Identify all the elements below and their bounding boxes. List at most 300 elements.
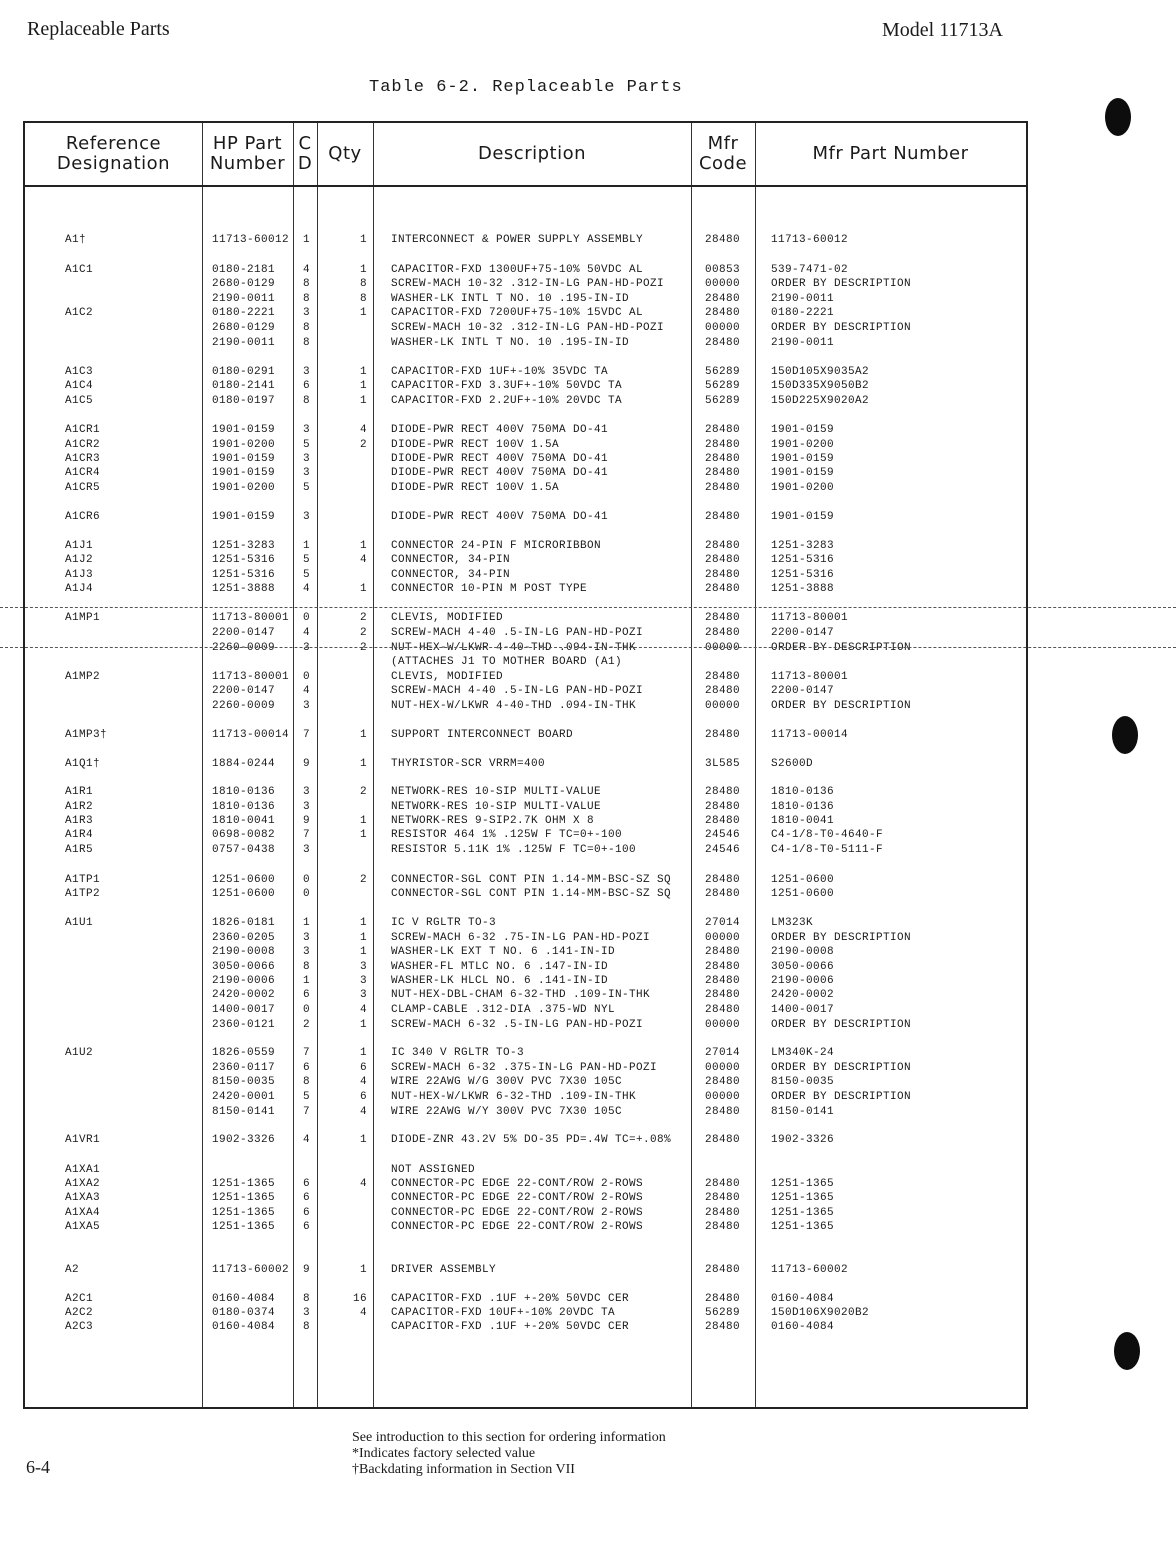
cell-mfr: 28480: [705, 467, 741, 479]
cell-mfr: 28480: [705, 293, 741, 305]
cell-desc: RESISTOR 464 1% .125W F TC=0+-100: [391, 829, 623, 841]
cell-hp: 1251-1365: [212, 1192, 276, 1204]
cell-cd: 0: [303, 874, 311, 886]
cell-cd: 3: [303, 467, 311, 479]
cell-desc: (ATTACHES J1 TO MOTHER BOARD (A1): [391, 656, 623, 668]
cell-qty: 2: [359, 612, 367, 624]
cell-desc: NOT ASSIGNED: [391, 1164, 476, 1176]
cell-mfr: 28480: [705, 1264, 741, 1276]
cell-mfr: 28480: [705, 946, 741, 958]
cell-mfr: 56289: [705, 1307, 741, 1319]
cell-qty: 1: [359, 1264, 367, 1276]
cell-hp: 2680-0129: [212, 322, 276, 334]
cell-cd: 9: [303, 815, 311, 827]
cell-mfr: 00000: [705, 1062, 741, 1074]
cell-mpn: ORDER BY DESCRIPTION: [771, 642, 912, 654]
cell-desc: SCREW-MACH 6-32 .5-IN-LG PAN-HD-POZI: [391, 1019, 644, 1031]
cell-ref: A1CR5: [65, 482, 101, 494]
cell-cd: 1: [303, 540, 311, 552]
cell-qty: 6: [359, 1091, 367, 1103]
cell-cd: 8: [303, 395, 311, 407]
cell-desc: NETWORK-RES 10-SIP MULTI-VALUE: [391, 786, 602, 798]
cell-desc: CAPACITOR-FXD 2.2UF+-10% 20VDC TA: [391, 395, 623, 407]
cell-hp: 3050-0066: [212, 961, 276, 973]
cell-cd: 6: [303, 1062, 311, 1074]
cell-mfr: 24546: [705, 844, 741, 856]
cell-qty: 4: [359, 554, 367, 566]
cell-qty: 2: [359, 786, 367, 798]
cell-mpn: 2200-0147: [771, 627, 835, 639]
parts-table: [23, 121, 1028, 1409]
cell-ref: A1CR3: [65, 453, 101, 465]
cell-qty: 4: [359, 1076, 367, 1088]
cell-cd: 9: [303, 1264, 311, 1276]
cell-cd: 8: [303, 337, 311, 349]
cell-mfr: 28480: [705, 888, 741, 900]
cell-qty: 1: [359, 234, 367, 246]
cell-ref: A1J4: [65, 583, 94, 595]
cell-mfr: 56289: [705, 366, 741, 378]
cell-cd: 4: [303, 583, 311, 595]
cell-desc: CONNECTOR 24-PIN F MICRORIBBON: [391, 540, 602, 552]
cell-mfr: 27014: [705, 917, 741, 929]
cell-mpn: 2190-0011: [771, 337, 835, 349]
cell-hp: 2360-0205: [212, 932, 276, 944]
cell-mpn: 2190-0011: [771, 293, 835, 305]
cell-mfr: 28480: [705, 439, 741, 451]
cell-hp: 1810-0136: [212, 786, 276, 798]
cell-ref: A1C3: [65, 366, 94, 378]
cell-desc: RESISTOR 5.11K 1% .125W F TC=0+-100: [391, 844, 637, 856]
cell-mfr: 28480: [705, 685, 741, 697]
cell-ref: A1J3: [65, 569, 94, 581]
cell-cd: 7: [303, 1106, 311, 1118]
cell-ref: A1TP2: [65, 888, 101, 900]
cell-hp: 1810-0041: [212, 815, 276, 827]
cell-cd: 4: [303, 627, 311, 639]
cell-ref: A2C2: [65, 1307, 94, 1319]
cell-desc: DRIVER ASSEMBLY: [391, 1264, 497, 1276]
cell-qty: 1: [359, 540, 367, 552]
cell-cd: 0: [303, 1004, 311, 1016]
cell-cd: 4: [303, 685, 311, 697]
cell-cd: 3: [303, 424, 311, 436]
cell-mpn: 1810-0136: [771, 801, 835, 813]
cell-qty: 4: [359, 1004, 367, 1016]
cell-desc: NUT-HEX-W/LKWR 6-32-THD .109-IN-THK: [391, 1091, 637, 1103]
cell-mpn: 1901-0159: [771, 453, 835, 465]
cell-hp: 0180-0197: [212, 395, 276, 407]
cell-hp: 0757-0438: [212, 844, 276, 856]
cell-qty: 2: [359, 874, 367, 886]
cell-mpn: 1810-0041: [771, 815, 835, 827]
cell-mfr: 28480: [705, 671, 741, 683]
cell-desc: DIODE-PWR RECT 400V 750MA DO-41: [391, 424, 609, 436]
cell-desc: CLEVIS, MODIFIED: [391, 612, 504, 624]
cell-qty: 1: [359, 946, 367, 958]
cell-cd: 6: [303, 1221, 311, 1233]
cell-cd: 6: [303, 1178, 311, 1190]
cell-hp: 8150-0141: [212, 1106, 276, 1118]
cell-desc: IC 340 V RGLTR TO-3: [391, 1047, 525, 1059]
page-header-left: Replaceable Parts: [27, 18, 170, 40]
cell-mfr: 28480: [705, 1221, 741, 1233]
cell-cd: 3: [303, 307, 311, 319]
cell-desc: SCREW-MACH 6-32 .375-IN-LG PAN-HD-POZI: [391, 1062, 658, 1074]
cell-qty: 1: [359, 395, 367, 407]
cell-ref: A1XA3: [65, 1192, 101, 1204]
cell-mfr: 28480: [705, 1076, 741, 1088]
cell-hp: 0180-2221: [212, 307, 276, 319]
cell-desc: CAPACITOR-FXD 10UF+-10% 20VDC TA: [391, 1307, 616, 1319]
cell-cd: 5: [303, 569, 311, 581]
cell-qty: 1: [359, 366, 367, 378]
cell-mpn: LM340K-24: [771, 1047, 835, 1059]
cell-ref: A1R3: [65, 815, 94, 827]
footnote: See introduction to this section for ordering information: [352, 1430, 666, 1445]
cell-mpn: 1901-0159: [771, 424, 835, 436]
cell-cd: 3: [303, 1307, 311, 1319]
cell-cd: 9: [303, 758, 311, 770]
cell-mpn: 1902-3326: [771, 1134, 835, 1146]
cell-ref: A1C4: [65, 380, 94, 392]
cell-qty: 3: [359, 989, 367, 1001]
cell-mfr: 28480: [705, 1134, 741, 1146]
cell-mpn: C4-1/8-T0-4640-F: [771, 829, 884, 841]
page-number: 6-4: [26, 1457, 50, 1477]
cell-mpn: 11713-00014: [771, 729, 849, 741]
cell-mpn: 0180-2221: [771, 307, 835, 319]
cell-mfr: 28480: [705, 424, 741, 436]
cell-cd: 3: [303, 932, 311, 944]
cell-ref: A1J1: [65, 540, 94, 552]
cell-qty: 2: [359, 627, 367, 639]
cell-mfr: 00853: [705, 264, 741, 276]
cell-cd: 3: [303, 453, 311, 465]
cell-qty: 2: [359, 439, 367, 451]
cell-ref: A1XA2: [65, 1178, 101, 1190]
cell-hp: 2200-0147: [212, 627, 276, 639]
cell-qty: 1: [359, 932, 367, 944]
cell-hp: 1251-3888: [212, 583, 276, 595]
cell-mpn: 1810-0136: [771, 786, 835, 798]
cell-mpn: 2420-0002: [771, 989, 835, 1001]
cell-mfr: 28480: [705, 627, 741, 639]
cell-hp: 1826-0181: [212, 917, 276, 929]
cell-cd: 0: [303, 612, 311, 624]
cell-qty: 3: [359, 975, 367, 987]
cell-mpn: 1251-3888: [771, 583, 835, 595]
cell-cd: 8: [303, 1321, 311, 1333]
cell-qty: 4: [359, 1307, 367, 1319]
cell-ref: A1R5: [65, 844, 94, 856]
cell-hp: 2190-0011: [212, 293, 276, 305]
cell-cd: 4: [303, 264, 311, 276]
cell-hp: 1902-3326: [212, 1134, 276, 1146]
cell-desc: WIRE 22AWG W/G 300V PVC 7X30 105C: [391, 1076, 623, 1088]
cell-ref: A1Q1†: [65, 758, 101, 770]
cell-mpn: 1251-0600: [771, 874, 835, 886]
cell-mfr: 28480: [705, 1192, 741, 1204]
cell-cd: 5: [303, 439, 311, 451]
cell-hp: 2190-0008: [212, 946, 276, 958]
cell-mpn: 150D225X9020A2: [771, 395, 870, 407]
cell-mfr: 28480: [705, 1178, 741, 1190]
cell-mpn: 1901-0200: [771, 439, 835, 451]
cell-ref: A1R2: [65, 801, 94, 813]
cell-desc: CONNECTOR-PC EDGE 22-CONT/ROW 2-ROWS: [391, 1207, 644, 1219]
cell-mpn: 11713-80001: [771, 671, 849, 683]
cell-mpn: 1251-3283: [771, 540, 835, 552]
cell-cd: 6: [303, 989, 311, 1001]
cell-hp: 0698-0082: [212, 829, 276, 841]
cell-qty: 4: [359, 424, 367, 436]
footnotes: [352, 1430, 666, 1478]
cell-desc: NUT-HEX-DBL-CHAM 6-32-THD .109-IN-THK: [391, 989, 651, 1001]
cell-hp: 2200-0147: [212, 685, 276, 697]
cell-mpn: 8150-0035: [771, 1076, 835, 1088]
cell-hp: 2680-0129: [212, 278, 276, 290]
cell-hp: 2360-0117: [212, 1062, 276, 1074]
cell-cd: 7: [303, 729, 311, 741]
cell-cd: 3: [303, 642, 311, 654]
cell-ref: A1XA5: [65, 1221, 101, 1233]
cell-desc: NETWORK-RES 10-SIP MULTI-VALUE: [391, 801, 602, 813]
cell-ref: A1R4: [65, 829, 94, 841]
cell-ref: A1C5: [65, 395, 94, 407]
cell-cd: 2: [303, 1019, 311, 1031]
cell-mpn: 0160-4084: [771, 1293, 835, 1305]
table-title: Table 6-2. Replaceable Parts: [369, 78, 683, 97]
cell-desc: SCREW-MACH 10-32 .312-IN-LG PAN-HD-POZI: [391, 322, 665, 334]
cell-hp: 11713-80001: [212, 612, 290, 624]
cell-cd: 7: [303, 829, 311, 841]
cell-mpn: 2200-0147: [771, 685, 835, 697]
cell-cd: 3: [303, 511, 311, 523]
cell-desc: SUPPORT INTERCONNECT BOARD: [391, 729, 574, 741]
cell-desc: DIODE-PWR RECT 400V 750MA DO-41: [391, 453, 609, 465]
cell-hp: 0180-0374: [212, 1307, 276, 1319]
cell-ref: A1VR1: [65, 1134, 101, 1146]
cell-desc: WASHER-LK EXT T NO. 6 .141-IN-ID: [391, 946, 616, 958]
cell-hp: 2360-0121: [212, 1019, 276, 1031]
cell-mpn: ORDER BY DESCRIPTION: [771, 700, 912, 712]
cell-qty: 8: [359, 278, 367, 290]
cell-qty: 1: [359, 758, 367, 770]
cell-qty: 1: [359, 1134, 367, 1146]
cell-qty: 1: [359, 307, 367, 319]
cell-desc: CAPACITOR-FXD .1UF +-20% 50VDC CER: [391, 1321, 630, 1333]
column-header-mfr-code: Mfr Code: [698, 133, 748, 174]
cell-desc: CONNECTOR, 34-PIN: [391, 554, 511, 566]
cell-mpn: 1251-5316: [771, 554, 835, 566]
cell-hp: 8150-0035: [212, 1076, 276, 1088]
header-rule: [25, 185, 1026, 187]
cell-mpn: 11713-80001: [771, 612, 849, 624]
cell-hp: 1251-5316: [212, 569, 276, 581]
cell-cd: 1: [303, 975, 311, 987]
cell-mfr: 00000: [705, 1091, 741, 1103]
cell-desc: NETWORK-RES 9-SIP2.7K OHM X 8: [391, 815, 595, 827]
cell-hp: 0180-2141: [212, 380, 276, 392]
fold-mark: [0, 647, 1176, 648]
cell-ref: A1J2: [65, 554, 94, 566]
cell-cd: 4: [303, 1134, 311, 1146]
cell-hp: 1901-0159: [212, 511, 276, 523]
cell-hp: 0180-0291: [212, 366, 276, 378]
cell-mfr: 00000: [705, 1019, 741, 1031]
cell-cd: 3: [303, 366, 311, 378]
cell-qty: 3: [359, 961, 367, 973]
cell-qty: 1: [359, 1019, 367, 1031]
cell-qty: 2: [359, 642, 367, 654]
cell-desc: IC V RGLTR TO-3: [391, 917, 497, 929]
cell-hp: 1251-1365: [212, 1221, 276, 1233]
cell-desc: SCREW-MACH 6-32 .75-IN-LG PAN-HD-POZI: [391, 932, 651, 944]
cell-mfr: 00000: [705, 932, 741, 944]
cell-cd: 1: [303, 234, 311, 246]
cell-mpn: S2600D: [771, 758, 814, 770]
cell-ref: A1†: [65, 234, 87, 246]
cell-ref: A1U2: [65, 1047, 94, 1059]
column-divider: [202, 123, 203, 1407]
cell-ref: A1C1: [65, 264, 94, 276]
cell-qty: 1: [359, 729, 367, 741]
cell-ref: A1C2: [65, 307, 94, 319]
cell-desc: WASHER-LK INTL T NO. 10 .195-IN-ID: [391, 337, 630, 349]
cell-mfr: 28480: [705, 511, 741, 523]
cell-mpn: 150D105X9035A2: [771, 366, 870, 378]
column-header-cd: C D: [297, 133, 313, 174]
cell-desc: WASHER-FL MTLC NO. 6 .147-IN-ID: [391, 961, 609, 973]
cell-mpn: 1251-1365: [771, 1221, 835, 1233]
cell-mfr: 28480: [705, 540, 741, 552]
cell-qty: 4: [359, 1178, 367, 1190]
cell-ref: A1MP1: [65, 612, 101, 624]
cell-mpn: C4-1/8-T0-5111-F: [771, 844, 884, 856]
cell-mpn: 2190-0008: [771, 946, 835, 958]
cell-ref: A1CR6: [65, 511, 101, 523]
cell-mpn: ORDER BY DESCRIPTION: [771, 1091, 912, 1103]
cell-hp: 1251-3283: [212, 540, 276, 552]
cell-cd: 6: [303, 1207, 311, 1219]
cell-desc: CLEVIS, MODIFIED: [391, 671, 504, 683]
cell-desc: SCREW-MACH 4-40 .5-IN-LG PAN-HD-POZI: [391, 627, 644, 639]
cell-desc: CONNECTOR-SGL CONT PIN 1.14-MM-BSC-SZ SQ: [391, 874, 672, 886]
cell-mfr: 28480: [705, 612, 741, 624]
cell-ref: A1TP1: [65, 874, 101, 886]
cell-mpn: 1901-0159: [771, 467, 835, 479]
cell-mpn: 150D106X9020B2: [771, 1307, 870, 1319]
cell-desc: CONNECTOR 10-PIN M POST TYPE: [391, 583, 588, 595]
cell-mfr: 28480: [705, 975, 741, 987]
cell-mpn: 1251-5316: [771, 569, 835, 581]
column-header-qty: Qty: [328, 143, 362, 164]
cell-desc: CONNECTOR, 34-PIN: [391, 569, 511, 581]
cell-mfr: 28480: [705, 874, 741, 886]
fold-mark: [0, 607, 1176, 608]
cell-cd: 6: [303, 380, 311, 392]
cell-qty: 1: [359, 1047, 367, 1059]
cell-mpn: 1901-0200: [771, 482, 835, 494]
cell-mfr: 56289: [705, 395, 741, 407]
cell-qty: 1: [359, 815, 367, 827]
cell-hp: 1251-1365: [212, 1178, 276, 1190]
cell-ref: A1CR2: [65, 439, 101, 451]
cell-desc: WASHER-LK INTL T NO. 10 .195-IN-ID: [391, 293, 630, 305]
cell-mpn: 1251-1365: [771, 1192, 835, 1204]
cell-mpn: 2190-0006: [771, 975, 835, 987]
cell-mfr: 00000: [705, 278, 741, 290]
cell-hp: 11713-60012: [212, 234, 290, 246]
cell-ref: A2C1: [65, 1293, 94, 1305]
cell-hp: 2260-0009: [212, 700, 276, 712]
cell-hp: 0160-4084: [212, 1293, 276, 1305]
cell-mfr: 00000: [705, 700, 741, 712]
cell-desc: CAPACITOR-FXD 1300UF+75-10% 50VDC AL: [391, 264, 644, 276]
cell-hp: 1400-0017: [212, 1004, 276, 1016]
cell-mfr: 28480: [705, 1106, 741, 1118]
cell-ref: A1XA4: [65, 1207, 101, 1219]
cell-hp: 2190-0006: [212, 975, 276, 987]
cell-mpn: 150D335X9050B2: [771, 380, 870, 392]
cell-qty: 1: [359, 583, 367, 595]
cell-cd: 8: [303, 961, 311, 973]
cell-mfr: 24546: [705, 829, 741, 841]
cell-desc: CAPACITOR-FXD 7200UF+75-10% 15VDC AL: [391, 307, 644, 319]
cell-hp: 2260-0009: [212, 642, 276, 654]
cell-qty: 1: [359, 917, 367, 929]
column-divider: [691, 123, 692, 1407]
column-header-description: Description: [477, 143, 586, 164]
cell-hp: 1826-0559: [212, 1047, 276, 1059]
cell-cd: 0: [303, 888, 311, 900]
cell-desc: CLAMP-CABLE .312-DIA .375-WD NYL: [391, 1004, 616, 1016]
cell-qty: 16: [352, 1293, 367, 1305]
column-divider: [293, 123, 294, 1407]
cell-mpn: LM323K: [771, 917, 814, 929]
cell-desc: CONNECTOR-PC EDGE 22-CONT/ROW 2-ROWS: [391, 1192, 644, 1204]
cell-mfr: 28480: [705, 989, 741, 1001]
cell-mfr: 28480: [705, 801, 741, 813]
cell-ref: A1CR4: [65, 467, 101, 479]
cell-qty: 1: [359, 264, 367, 276]
cell-mpn: 11713-60012: [771, 234, 849, 246]
cell-mpn: ORDER BY DESCRIPTION: [771, 322, 912, 334]
column-header-mfr-part: Mfr Part Number: [812, 143, 969, 164]
cell-mpn: 1251-0600: [771, 888, 835, 900]
cell-hp: 0160-4084: [212, 1321, 276, 1333]
cell-desc: WIRE 22AWG W/Y 300V PVC 7X30 105C: [391, 1106, 623, 1118]
cell-desc: CAPACITOR-FXD 3.3UF+-10% 50VDC TA: [391, 380, 623, 392]
binder-hole: [1114, 1332, 1140, 1370]
cell-mfr: 28480: [705, 1321, 741, 1333]
cell-mfr: 28480: [705, 482, 741, 494]
cell-desc: SCREW-MACH 10-32 .312-IN-LG PAN-HD-POZI: [391, 278, 665, 290]
page-header-right: Model 11713A: [882, 19, 1003, 41]
cell-mpn: ORDER BY DESCRIPTION: [771, 1062, 912, 1074]
cell-hp: 11713-60002: [212, 1264, 290, 1276]
cell-mpn: 8150-0141: [771, 1106, 835, 1118]
cell-qty: 1: [359, 380, 367, 392]
cell-desc: DIODE-ZNR 43.2V 5% DO-35 PD=.4W TC=+.08%: [391, 1134, 672, 1146]
cell-desc: NUT-HEX-W/LKWR 4-40-THD .094-IN-THK: [391, 700, 637, 712]
cell-mpn: 539-7471-02: [771, 264, 849, 276]
cell-mfr: 28480: [705, 307, 741, 319]
cell-cd: 0: [303, 671, 311, 683]
cell-ref: A1U1: [65, 917, 94, 929]
cell-mpn: ORDER BY DESCRIPTION: [771, 932, 912, 944]
